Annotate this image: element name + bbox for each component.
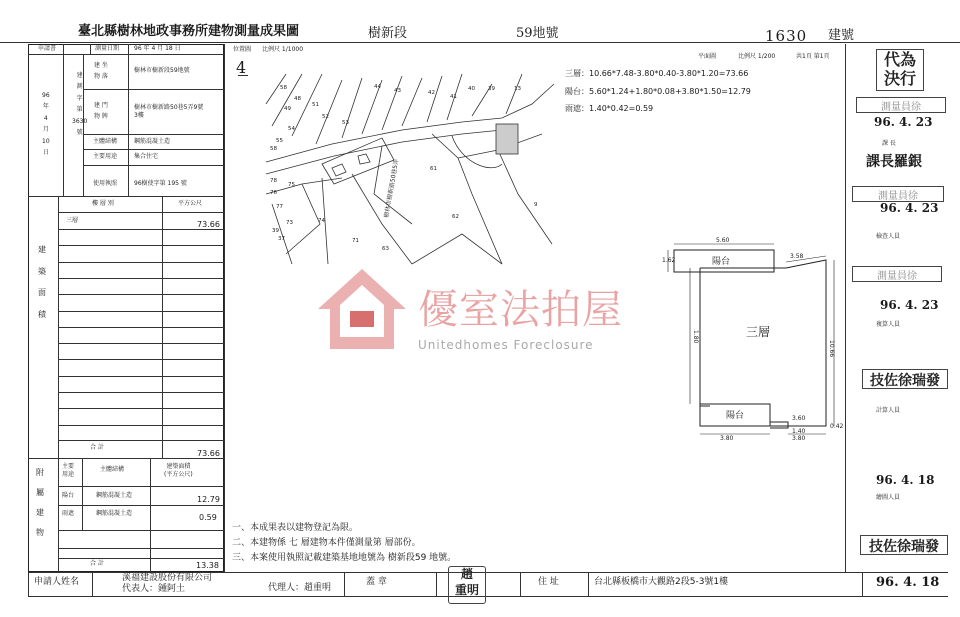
table-row-line (58, 294, 224, 295)
floor-row-label: 三層 (66, 217, 79, 224)
permit-label: 使用執照 (93, 180, 118, 187)
lot-number-label: 42 (428, 90, 435, 96)
lot-number-label: 43 (394, 88, 401, 94)
lot-number-label: 76 (270, 190, 277, 196)
note-line: 三、本案使用執照記載建築基地地號為 樹新段59 地號。 (232, 553, 457, 563)
annex-area-label: 建築面積 (平方公尺) (164, 463, 193, 479)
lot-number-label: 13 (514, 86, 521, 92)
lot-number-label: 58 (270, 146, 277, 152)
role-label: 複算人員 (876, 321, 901, 328)
north-arrow: 4 (236, 58, 247, 77)
annex-row-area: 12.79 (197, 495, 220, 504)
annex-use-label: 主要 用途 (62, 463, 75, 479)
calc-floor: 三層：10.66*7.48-3.80*0.40-3.80*1.20=73.66 (565, 69, 749, 78)
site-label: 建 坐 物 落 (94, 62, 108, 81)
role-label: 計算人員 (876, 407, 901, 414)
floor-col-label: 樓 層 別 (92, 200, 114, 207)
building-area-label: 建 築 面 積 (38, 245, 46, 319)
balcony-top-label: 陽台 (712, 257, 731, 267)
calc-balcony: 陽台：5.60*1.24+1.80*0.08+3.80*1.50=12.79 (565, 87, 751, 96)
site-value: 樹林市樹新段59地號 (134, 67, 190, 74)
site-map-scale: 比例尺 1/1000 (262, 46, 304, 53)
applicant-label: 申請書 (38, 45, 57, 52)
building-number: 1630 (765, 27, 808, 45)
lot-number-label: 74 (318, 218, 325, 224)
floor-plan-drawing (660, 236, 844, 442)
table-row-line (58, 278, 224, 279)
annex-row-struct: 鋼筋混凝土造 (96, 510, 133, 517)
lot-number-label: 53 (342, 120, 349, 126)
address: 台北縣板橋市大觀路2段5-3號1樓 (594, 577, 729, 587)
doc-number-column: 建 測 字 第 3630 號 (72, 72, 88, 136)
plan-dim: 10.66 (828, 340, 835, 358)
signature-stamp: 測量員徐 (856, 97, 946, 113)
office-title: 臺北縣樹林地政事務所建物測量成果圖 (78, 24, 300, 39)
site-map-drawing (262, 74, 554, 264)
plan-dim: 3.80 (792, 435, 806, 442)
stamp-date: 96. 4. 23 (880, 201, 939, 215)
survey-date-label: 測量日期 (95, 45, 120, 52)
table-row-line (58, 359, 224, 360)
lot-number-label: 55 (276, 138, 283, 144)
lot-number-label: 75 (288, 182, 295, 188)
applicant-name: 溪福建設股份有限公司 (122, 573, 213, 583)
use-label: 主要用途 (93, 153, 118, 160)
role-label: 課 長 (882, 140, 896, 147)
use-value: 集合住宅 (134, 153, 159, 160)
plan-dim: 0.42 (830, 423, 844, 430)
table-row-line (58, 327, 224, 328)
stamp-date: 96. 4. 23 (874, 115, 933, 129)
lot-number-label: 41 (450, 94, 457, 100)
calc-awning: 雨遮：1.40*0.42=0.59 (565, 104, 654, 113)
representative: 代表人：鍾阿土 (122, 584, 186, 594)
technician-stamp: 技佐徐瑞發 (862, 369, 948, 389)
plan-dim: 1.62 (662, 257, 676, 264)
balcony-bottom-label: 陽台 (726, 411, 745, 421)
site-map-title: 位置圖 (233, 46, 252, 53)
plan-dim: 1.40 (792, 428, 806, 435)
stamp-date: 96. 4. 18 (876, 473, 935, 487)
annex-struct-label: 主體結構 (100, 466, 125, 473)
watermark-logo-icon (314, 265, 410, 355)
table-row-line (58, 376, 224, 377)
lot-number-label: 78 (270, 178, 277, 184)
area-col-label: 平方公尺 (178, 200, 203, 207)
structure-label: 主體結構 (93, 138, 118, 145)
stamp-date: 96. 4. 23 (880, 298, 939, 312)
chief-signature: 課長羅銀 (866, 154, 922, 170)
annex-label: 附 屬 建 物 (36, 468, 44, 537)
lot-number: 59地號 (516, 26, 559, 41)
role-label: 檢查人員 (876, 233, 901, 240)
plan-scale: 比例尺 1/200 (738, 53, 776, 60)
proxy-stamp: 代為 決行 (876, 49, 924, 91)
room-label: 三層 (746, 325, 771, 339)
lot-number-label: 62 (452, 214, 459, 220)
annex-total: 13.38 (196, 561, 219, 570)
annex-row-use: 雨遮 (62, 510, 75, 517)
total-value: 73.66 (197, 449, 220, 458)
table-row-line (58, 408, 224, 409)
table-row-line (58, 262, 224, 263)
seal-label: 蓋 章 (366, 577, 387, 587)
lot-number-label: 77 (276, 204, 283, 210)
plan-dim: 5.60 (716, 237, 730, 244)
annex-row-area: 0.59 (199, 513, 217, 522)
note-line: 一、本成果表以建物登記為限。 (232, 523, 359, 533)
permit-value: 96樹使字第 195 號 (134, 180, 187, 187)
annex-total-label: 合 計 (90, 560, 104, 567)
table-row-line (58, 392, 224, 393)
lot-number-label: 9 (534, 202, 538, 208)
watermark-cn: 優室法拍屋 (418, 287, 623, 333)
lot-number-label: 58 (280, 85, 287, 91)
role-label: 繪圖人員 (876, 494, 901, 501)
door-value: 樹林市樹新路50巷5弄9號 3樓 (134, 104, 204, 119)
plan-dim: 1.80 (692, 330, 699, 344)
lot-number-label: 40 (468, 86, 475, 92)
total-label: 合 計 (90, 444, 104, 451)
table-row-line (58, 229, 224, 230)
lot-number-label: 54 (288, 126, 295, 132)
lot-number-label: 73 (286, 220, 293, 226)
agent-seal: 趙 重明 (448, 566, 486, 604)
plan-dim: 3.58 (790, 253, 804, 260)
table-row-line (58, 245, 224, 246)
sheet-number: 共1頁 第1頁 (796, 53, 830, 60)
table-row-line (58, 311, 224, 312)
footer-date: 96. 4. 18 (876, 575, 940, 590)
road-label: 樹林市樹新路50巷5弄 (383, 158, 401, 219)
table-row-line (58, 343, 224, 344)
lot-number-label: 61 (430, 166, 437, 172)
door-label: 建 門 物 牌 (94, 102, 108, 121)
signature-stamp: 測量員徐 (852, 186, 944, 202)
plan-dim: 3.80 (720, 435, 734, 442)
applicant-name-label: 申請人姓名 (34, 577, 80, 587)
annex-row-struct: 鋼筋混凝土造 (96, 492, 133, 499)
lot-number-label: 49 (284, 106, 291, 112)
lot-number-label: 51 (312, 102, 319, 108)
lot-number-label: 44 (374, 84, 381, 90)
structure-value: 鋼筋混凝土造 (134, 138, 171, 145)
lot-number-label: 37 (278, 236, 285, 242)
floor-row-area: 73.66 (197, 220, 220, 229)
lot-number-label: 63 (382, 246, 389, 252)
plan-dim: 3.60 (792, 415, 806, 422)
survey-date: 96 年 4 月 18 日 (134, 45, 181, 52)
section-name: 樹新段 (368, 26, 408, 41)
agent-name: 代理人：趙重明 (268, 583, 332, 593)
year-column: 96 年 4 月 10 日 (42, 92, 50, 156)
lot-number-label: 71 (352, 238, 359, 244)
plan-title: 平面圖 (698, 53, 717, 60)
table-row-line (58, 425, 224, 426)
watermark-en: Unitedhomes Foreclosure (418, 338, 594, 352)
lot-number-label: 39 (488, 86, 495, 92)
lot-number-label: 48 (294, 96, 301, 102)
technician-stamp: 技佐徐瑞發 (860, 535, 948, 555)
address-label: 住 址 (538, 577, 559, 587)
note-line: 二、本建物係 七 層建物本件僅測量第 層部份。 (232, 538, 421, 548)
lot-number-label: 39 (272, 228, 279, 234)
annex-row-use: 陽台 (62, 492, 75, 499)
lot-number-label: 52 (322, 114, 329, 120)
building-number-label: 建號 (828, 28, 855, 43)
signature-stamp: 測量員徐 (852, 266, 942, 282)
